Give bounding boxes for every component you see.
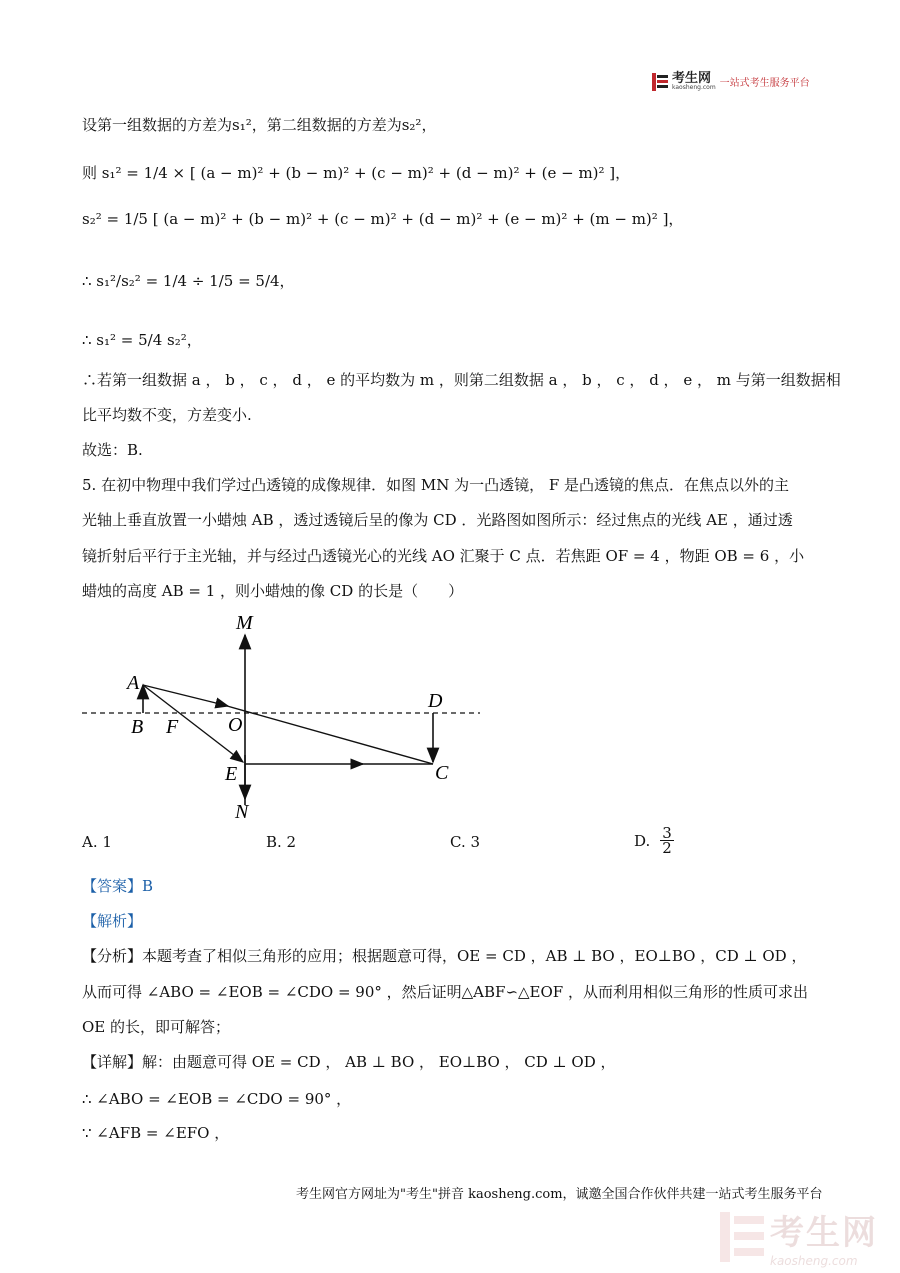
label-o: O xyxy=(228,714,243,736)
label-n: N xyxy=(235,801,249,823)
text-line-1: 设第一组数据的方差为s₁²，第二组数据的方差为s₂²， xyxy=(82,116,437,134)
detail-line-1: 【详解】解：由题意可得 OE = CD ， AB ⊥ BO ， EO⊥BO ， CD ⊥ OD ， xyxy=(82,1053,616,1071)
label-f: F xyxy=(166,716,179,738)
lens-diagram xyxy=(80,605,490,825)
detail-line-2: ∴ ∠ABO = ∠EOB = ∠CDO = 90° ， xyxy=(82,1090,352,1108)
analysis-line-3: OE 的长，即可解答； xyxy=(82,1018,231,1036)
logo-url: kaosheng.com xyxy=(672,84,716,91)
label-c: C xyxy=(435,762,449,784)
text-line-4: ∴ s₁²/s₂² = 1/4 ÷ 1/5 = 5/4， xyxy=(82,272,295,290)
question-5-line-1: 5. 在初中物理中我们学过凸透镜的成像规律．如图 MN 为一凸透镜， F 是凸透镜的焦点．在焦点以外的主 xyxy=(82,476,790,494)
logo-slogan: 一站式考生服务平台 xyxy=(719,78,810,89)
label-m: M xyxy=(236,612,253,634)
detail-line-3: ∵ ∠AFB = ∠EFO ， xyxy=(82,1124,230,1142)
analysis-line-2: 从而可得 ∠ABO = ∠EOB = ∠CDO = 90° ，然后证明△ABF∽△EOF ，从而利用相似三角形的性质可求出 xyxy=(82,983,808,1001)
watermark-name: 考生网 xyxy=(770,1213,878,1253)
option-a: A. 1 xyxy=(82,833,112,851)
analysis-line-1: 【分析】本题考查了相似三角形的应用；根据题意可得，OE = CD ，AB ⊥ BO ，EO⊥BO ，CD ⊥ OD ， xyxy=(82,947,807,965)
footer-text: 考生网官方网址为"考生"拼音 kaosheng.com，诚邀全国合作伙伴共建一站式考生服务平台 xyxy=(296,1187,823,1202)
header-logo xyxy=(652,72,810,91)
watermark-url: kaosheng.com xyxy=(770,1254,858,1268)
question-5-line-4: 蜡烛的高度 AB = 1 ，则小蜡烛的像 CD 的长是（ ） xyxy=(82,582,464,600)
text-line-8: 故选：B. xyxy=(82,441,143,459)
text-line-5: ∴ s₁² = 5/4 s₂²， xyxy=(82,331,202,349)
option-d xyxy=(634,826,676,855)
option-b: B. 2 xyxy=(266,833,297,851)
option-d-numerator: 3 xyxy=(662,824,672,842)
label-d: D xyxy=(428,690,443,712)
label-e: E xyxy=(225,763,238,785)
option-d-fraction xyxy=(660,826,674,855)
question-5-line-3: 镜折射后平行于主光轴，并与经过凸透镜光心的光线 AO 汇聚于 C 点．若焦距 OF = 4 ，物距 OB = 6 ，小 xyxy=(82,547,805,565)
text-line-2: 则 s₁² = 1/4 × [ (a − m)² + (b − m)² + (c − m)² + (d − m)² + (e − m)² ]， xyxy=(82,164,631,182)
option-c: C. 3 xyxy=(450,833,481,851)
option-d-label: D. xyxy=(634,831,651,850)
question-5-line-2: 光轴上垂直放置一小蜡烛 AB ，透过透镜后呈的像为 CD ．光路图如图所示：经过焦点的光线 AE ，通过透 xyxy=(82,511,793,529)
analysis-title: 【解析】 xyxy=(82,912,143,930)
logo-icon xyxy=(652,73,668,91)
option-d-denominator: 2 xyxy=(662,839,672,857)
logo-name: 考生网 xyxy=(672,71,712,86)
label-b: B xyxy=(131,716,144,738)
answer-line: 【答案】B xyxy=(82,877,154,895)
label-a: A xyxy=(127,672,140,694)
watermark xyxy=(720,1205,878,1268)
watermark-icon xyxy=(720,1212,764,1262)
text-line-7: 比平均数不变，方差变小. xyxy=(82,406,252,424)
text-line-3: s₂² = 1/5 [ (a − m)² + (b − m)² + (c − m)² + (d − m)² + (e − m)² + (m − m)² ]， xyxy=(82,210,684,228)
text-line-6: ∴若第一组数据 a ， b ， c ， d ， e 的平均数为 m ，则第二组数据 a ， b ， c ， d ， e ， m 与第一组数据相 xyxy=(82,371,841,389)
